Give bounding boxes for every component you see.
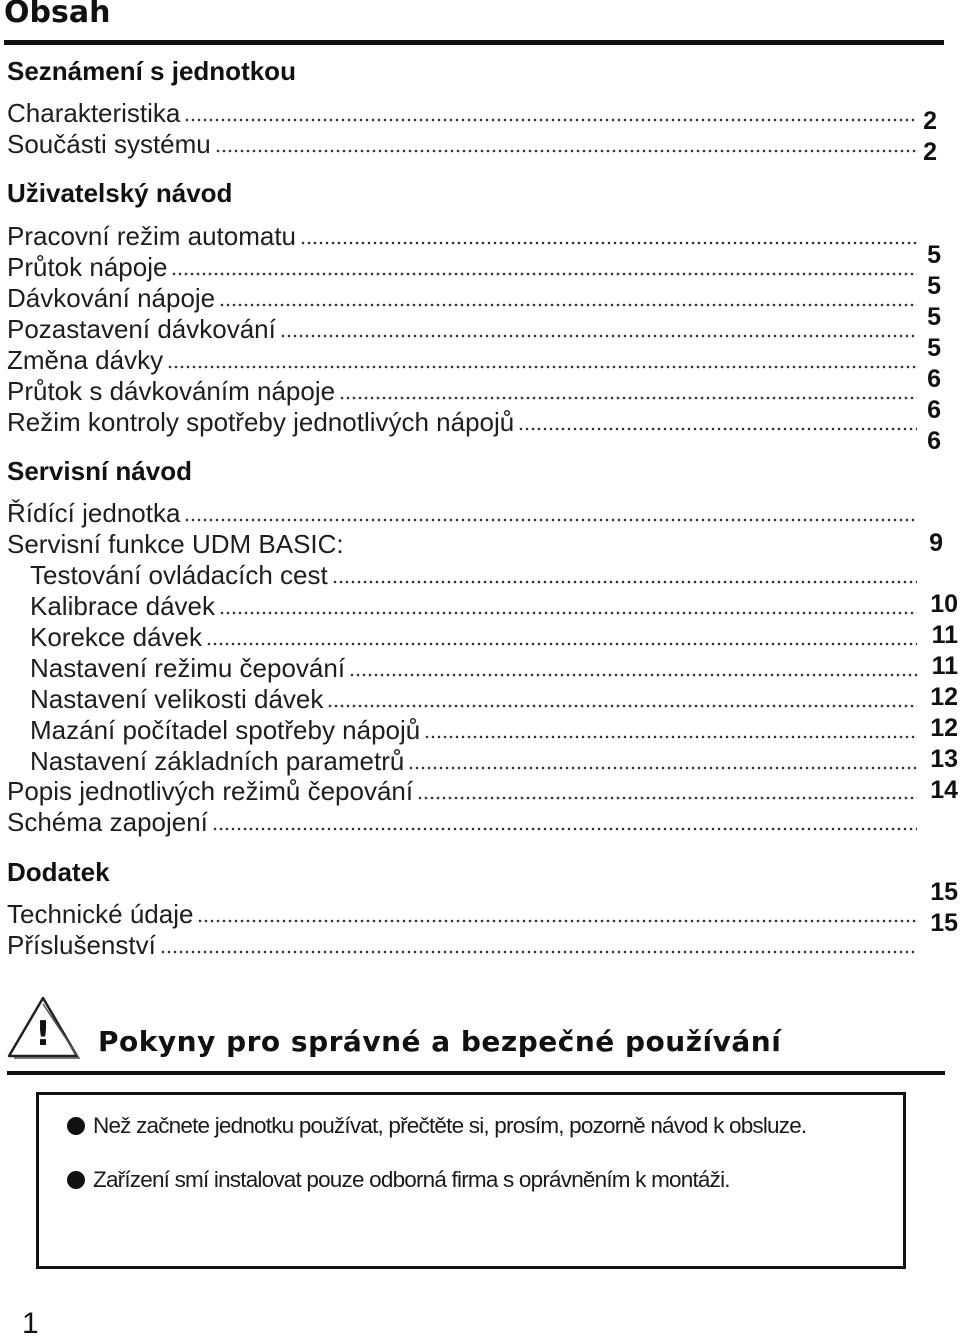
toc-entry[interactable] (7, 498, 917, 529)
dot-leader (206, 642, 917, 646)
toc-entry[interactable] (30, 746, 917, 777)
toc-entry[interactable] (7, 407, 917, 438)
toc-page-number: 10 (930, 590, 958, 618)
toc-entry[interactable] (7, 807, 917, 838)
toc-entry[interactable] (30, 560, 917, 591)
safety-heading: Pokyny pro správné a bezpečné používání (98, 1025, 782, 1058)
toc-page-number: 15 (930, 878, 958, 906)
toc-page-number: 2 (923, 138, 937, 166)
dot-leader (212, 827, 917, 831)
dot-leader (332, 580, 917, 584)
dot-leader (300, 241, 917, 245)
safety-rule (7, 1071, 945, 1075)
dot-leader (184, 118, 917, 122)
warning-triangle-icon (6, 995, 80, 1066)
section-heading: Seznámení s jednotkou (7, 56, 296, 86)
toc-entry-label: Součásti systému (7, 129, 211, 159)
toc-page-number: 2 (923, 107, 937, 135)
toc-entry[interactable] (7, 221, 917, 252)
toc-entry[interactable] (7, 283, 917, 314)
page-title: Obsah (4, 0, 111, 30)
toc-page-number: 13 (930, 745, 958, 773)
toc-entry-label: Pracovní režim automatu (7, 221, 297, 251)
section-heading: Uživatelský návod (7, 178, 233, 208)
bullet-icon (67, 1171, 85, 1189)
safety-item: Zařízení smí instalovat pouze odborná firma s oprávněním k montáži. (93, 1167, 730, 1192)
dot-leader (160, 950, 917, 954)
toc-page-number: 11 (931, 652, 958, 680)
toc-entry[interactable] (7, 252, 917, 283)
toc-entry-label: Technické údaje (7, 899, 194, 929)
toc-entry-label: Charakteristika (7, 98, 181, 128)
toc-entry[interactable] (7, 930, 917, 961)
toc-entry-label: Kalibrace dávek (30, 591, 215, 621)
toc-entry-label: Testování ovládacích cest (30, 560, 328, 590)
safety-instructions-box (36, 1092, 906, 1269)
toc-entry-label: Nastavení režimu čepování (30, 653, 346, 683)
toc-entry-label: Řídící jednotka (7, 498, 181, 528)
toc-entry[interactable] (30, 622, 917, 653)
dot-leader (171, 272, 917, 276)
toc-page-number: 5 (927, 303, 941, 331)
toc-entry-label: Příslušenství (7, 930, 156, 960)
dot-leader (349, 673, 917, 677)
toc-page-number: 15 (930, 909, 958, 937)
toc-entry-label: Nastavení velikosti dávek (30, 684, 324, 714)
toc-entry-label: Schéma zapojení (7, 807, 208, 837)
toc-entry[interactable] (7, 98, 917, 129)
toc-entry-label: Pozastavení dávkování (7, 314, 276, 344)
toc-entry[interactable] (7, 129, 917, 160)
toc-entry[interactable] (7, 776, 917, 807)
dot-leader (197, 919, 917, 923)
dot-leader (518, 427, 917, 431)
toc-page-number: 5 (927, 334, 941, 362)
toc-entry[interactable] (30, 684, 917, 715)
toc-entry[interactable] (30, 653, 917, 684)
toc-entry[interactable] (7, 345, 917, 376)
toc-page-number: 6 (927, 396, 941, 424)
toc-entry[interactable] (30, 591, 917, 622)
dot-leader (424, 735, 917, 739)
section-heading: Servisní návod (7, 456, 192, 486)
page-number: 1 (22, 1307, 39, 1340)
toc-page-number: 11 (931, 621, 958, 649)
toc-entry[interactable] (7, 314, 917, 345)
dot-leader (327, 704, 917, 708)
toc-page-number: 14 (930, 776, 958, 804)
safety-item: Než začnete jednotku používat, přečtěte si, prosím, pozorně návod k obsluze. (93, 1113, 807, 1138)
dot-leader (215, 149, 917, 153)
toc-entry-label: Dávkování nápoje (7, 283, 216, 313)
title-rule (4, 40, 944, 45)
toc-entry-label: Popis jednotlivých režimů čepování (7, 776, 414, 806)
toc-entry-label: Servisní funkce UDM BASIC: (7, 529, 344, 559)
dot-leader (417, 796, 917, 800)
toc-entry-label: Režim kontroly spotřeby jednotlivých nápojů (7, 407, 515, 437)
section-heading: Dodatek (7, 857, 110, 887)
dot-leader (280, 334, 917, 338)
toc-entry-label: Změna dávky (7, 345, 164, 375)
dot-leader (408, 766, 917, 770)
toc-page-number: 9 (929, 529, 943, 557)
toc-page-number: 6 (927, 427, 941, 455)
dot-leader (167, 365, 917, 369)
toc-page-number: 12 (930, 683, 958, 711)
toc-entry-label: Korekce dávek (30, 622, 202, 652)
toc-entry[interactable] (7, 529, 344, 560)
toc-entry-label: Mazání počítadel spotřeby nápojů (30, 715, 421, 745)
toc-page-number: 5 (927, 241, 941, 269)
toc-entry[interactable] (7, 376, 917, 407)
toc-entry-label: Průtok nápoje (7, 252, 168, 282)
toc-page-number: 12 (930, 714, 958, 742)
dot-leader (339, 396, 917, 400)
bullet-icon (67, 1117, 85, 1135)
dot-leader (219, 303, 917, 307)
dot-leader (219, 611, 917, 615)
toc-entry-label: Nastavení základních parametrů (30, 746, 405, 776)
toc-page-number: 5 (927, 272, 941, 300)
toc-page-number: 6 (927, 365, 941, 393)
toc-entry-label: Průtok s dávkováním nápoje (7, 376, 336, 406)
toc-entry[interactable] (7, 899, 917, 930)
toc-entry[interactable] (30, 715, 917, 746)
warning-mark: ! (35, 1014, 51, 1054)
dot-leader (184, 518, 917, 522)
